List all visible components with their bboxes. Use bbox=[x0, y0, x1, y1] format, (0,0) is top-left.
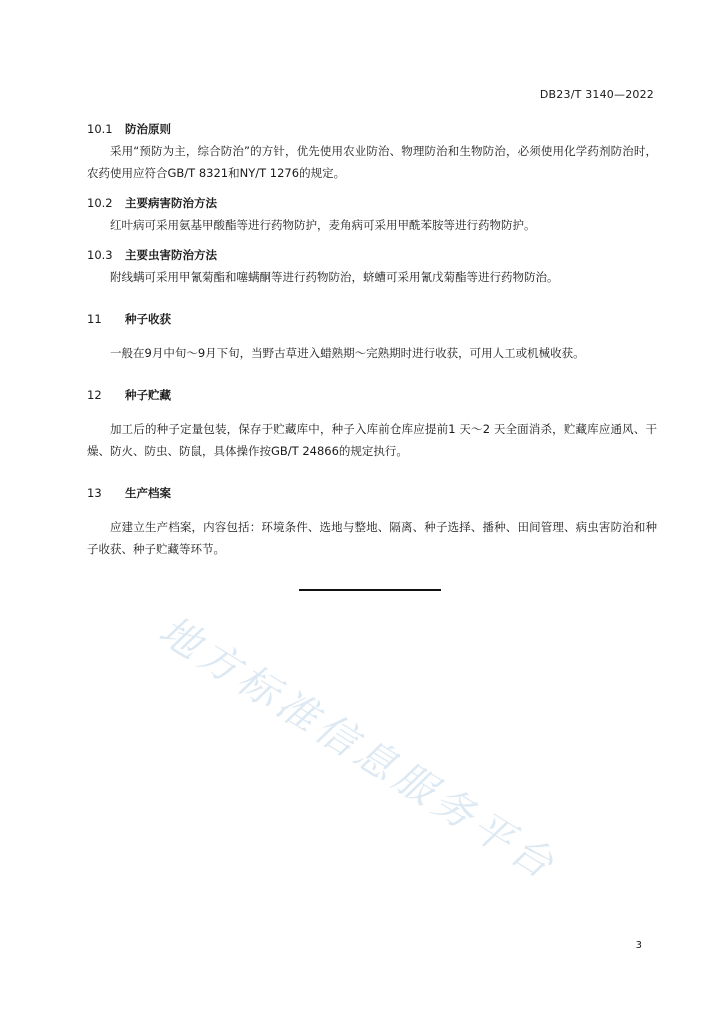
section-paragraph: 附线螨可采用甲氰菊酯和噻螨酮等进行药物防治，蛴螬可采用氰戊菊酯等进行药物防治。 bbox=[110, 270, 559, 284]
section-title: 生产档案 bbox=[125, 486, 171, 500]
section-number: 10.1 bbox=[87, 122, 113, 136]
section-heading-10-2 bbox=[87, 192, 657, 214]
section-paragraph: 应建立生产档案，内容包括：环境条件、选地与整地、隔离、种子选择、播种、田间管理、病虫害防治和种子收获、种子贮藏等环节。 bbox=[87, 520, 657, 556]
section-heading-10-1 bbox=[87, 118, 657, 140]
section-title: 防治原则 bbox=[125, 122, 171, 136]
section-number: 12 bbox=[87, 388, 102, 402]
section-paragraph: 红叶病可采用氨基甲酸酯等进行药物防护，麦角病可采用甲酰苯胺等进行药物防护。 bbox=[110, 218, 536, 232]
section-heading-13 bbox=[87, 482, 657, 504]
section-heading-10-3 bbox=[87, 244, 657, 266]
section-title: 种子贮藏 bbox=[125, 388, 171, 402]
section-paragraph: 加工后的种子定量包装，保存于贮藏库中，种子入库前仓库应提前1 天～2 天全面消杀，贮藏库应通风、干燥、防火、防虫、防鼠，具体操作按GB/T 24866的规定执行。 bbox=[87, 422, 657, 458]
section-paragraph: 一般在9月中旬～9月下旬，当野古草进入蜡熟期～完熟期时进行收获，可用人工或机械收获。 bbox=[110, 346, 585, 360]
section-heading-12 bbox=[87, 384, 657, 406]
section-number: 13 bbox=[87, 486, 102, 500]
standard-code: DB23/T 3140—2022 bbox=[539, 88, 654, 101]
section-number: 10.2 bbox=[87, 196, 113, 210]
section-title: 主要病害防治方法 bbox=[125, 196, 217, 210]
section-heading-11 bbox=[87, 308, 657, 330]
end-rule bbox=[299, 589, 441, 591]
section-title: 主要虫害防治方法 bbox=[125, 248, 217, 262]
watermark: 地方标准信息服务平台 bbox=[150, 607, 566, 891]
section-title: 种子收获 bbox=[125, 312, 171, 326]
section-paragraph: 采用“预防为主，综合防治”的方针，优先使用农业防治、物理防治和生物防治，必须使用化学药剂防治时，农药使用应符合GB/T 8321和NY/T 1276的规定。 bbox=[87, 144, 657, 180]
section-number: 11 bbox=[87, 312, 102, 326]
page-number: 3 bbox=[635, 940, 642, 951]
document-body bbox=[87, 118, 657, 560]
section-number: 10.3 bbox=[87, 248, 113, 262]
